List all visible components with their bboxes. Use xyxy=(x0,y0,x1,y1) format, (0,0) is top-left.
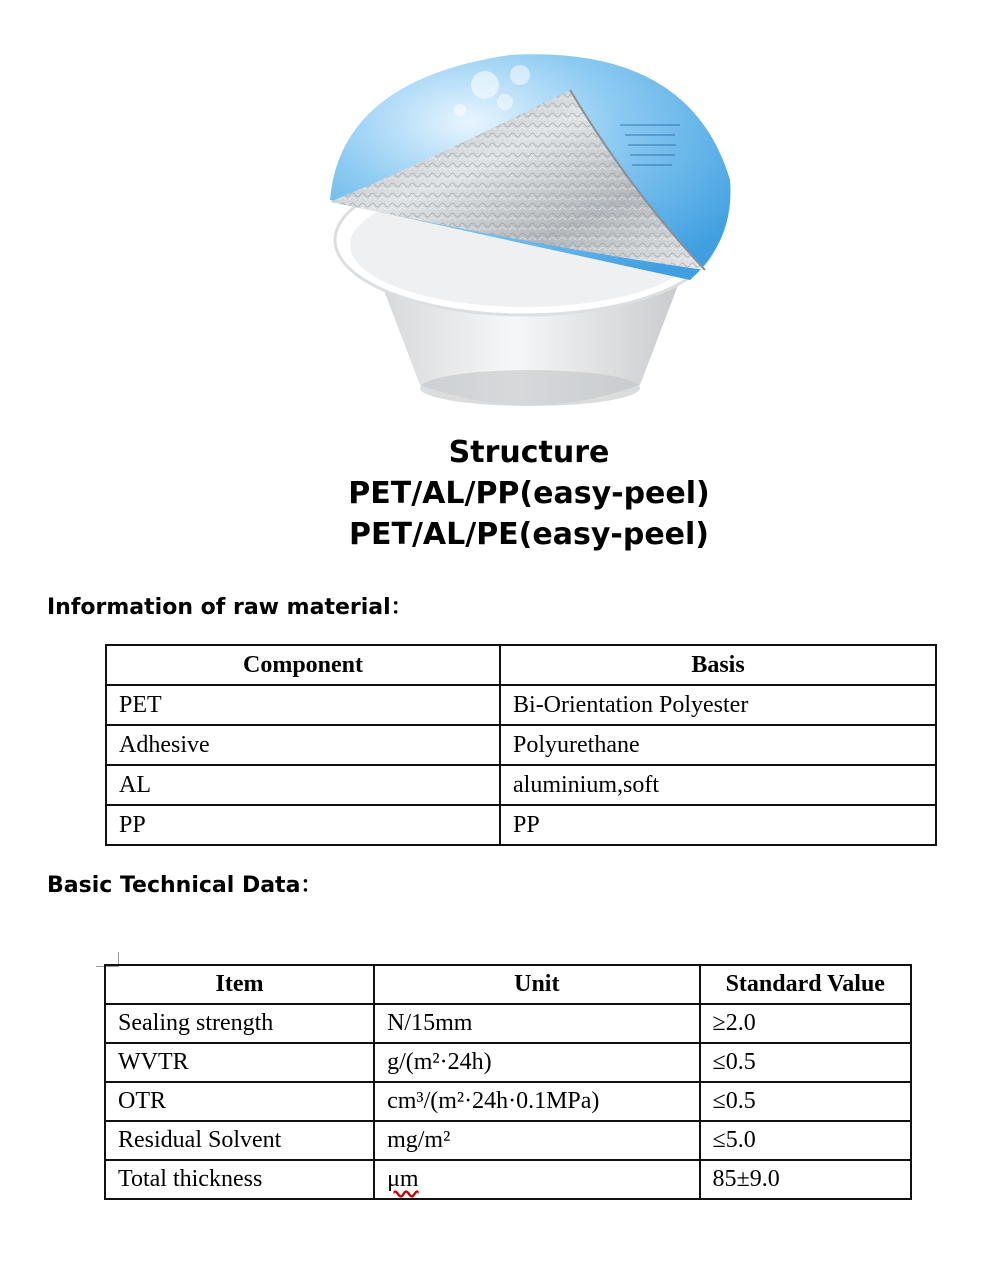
table-row xyxy=(106,685,936,725)
table-cell: OTR xyxy=(105,1082,374,1121)
table-cell: ≤0.5 xyxy=(700,1043,911,1082)
column-header: Standard Value xyxy=(700,965,911,1004)
table-row xyxy=(105,1004,911,1043)
table-cell xyxy=(374,1160,699,1199)
table-cell: PP xyxy=(106,805,500,845)
table-header-row xyxy=(105,965,911,1004)
technical-data-table xyxy=(104,964,912,1200)
table-cell: WVTR xyxy=(105,1043,374,1082)
table-cell: ≤5.0 xyxy=(700,1121,911,1160)
table-cell: g/(m²·24h) xyxy=(374,1043,699,1082)
table-row xyxy=(105,1121,911,1160)
column-header: Item xyxy=(105,965,374,1004)
table-cell: Residual Solvent xyxy=(105,1121,374,1160)
table-cell: Adhesive xyxy=(106,725,500,765)
table-cell: ≥2.0 xyxy=(700,1004,911,1043)
column-header: Basis xyxy=(500,645,936,685)
table-cell: N/15mm xyxy=(374,1004,699,1043)
technical-data-title: Basic Technical Data： xyxy=(47,873,323,898)
table-cell: PP xyxy=(500,805,936,845)
table-row xyxy=(106,805,936,845)
raw-material-title: Information of raw material： xyxy=(47,595,413,620)
raw-material-table xyxy=(105,644,937,846)
structure-heading xyxy=(0,432,1000,555)
structure-line-1: PET/AL/PP(easy-peel) xyxy=(348,476,710,511)
column-header: Unit xyxy=(374,965,699,1004)
column-header: Component xyxy=(106,645,500,685)
table-row xyxy=(105,1043,911,1082)
unit-micrometer: μm xyxy=(387,1166,419,1192)
cup-with-peel-lid-icon xyxy=(310,40,750,420)
table-cell: cm³/(m²·24h·0.1MPa) xyxy=(374,1082,699,1121)
table-cell: Polyurethane xyxy=(500,725,936,765)
table-cell: ≤0.5 xyxy=(700,1082,911,1121)
table-header-row xyxy=(106,645,936,685)
table-cell: mg/m² xyxy=(374,1121,699,1160)
table-row xyxy=(105,1082,911,1121)
table-cell: aluminium,soft xyxy=(500,765,936,805)
table-row xyxy=(106,765,936,805)
table-cell: AL xyxy=(106,765,500,805)
table-row xyxy=(106,725,936,765)
structure-line-2: PET/AL/PE(easy-peel) xyxy=(349,517,709,552)
table-cell: Sealing strength xyxy=(105,1004,374,1043)
table-cell: PET xyxy=(106,685,500,725)
table-cell: 85±9.0 xyxy=(700,1160,911,1199)
table-cell: Total thickness xyxy=(105,1160,374,1199)
table-row xyxy=(105,1160,911,1199)
structure-title: Structure xyxy=(448,435,610,470)
table-cell: Bi-Orientation Polyester xyxy=(500,685,936,725)
